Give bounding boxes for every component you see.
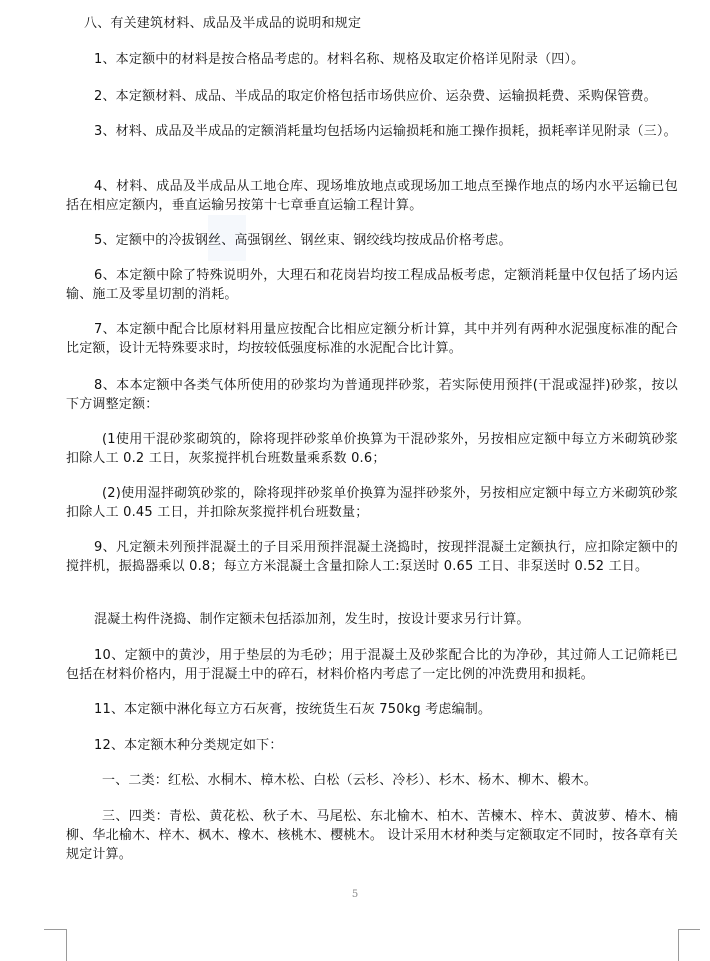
paragraph-9: 9、凡定额未列预拌混凝土的子目采用预拌混凝土浇捣时，按现拌混凝土定额执行，应扣除定额中的搅拌机，振捣器乘以 0.8；每立方米混凝土含量扣除人工:泵送时 0.65 工日、非泵送时 0.52 工日。 — [66, 540, 678, 574]
paragraph-1: 1、本定额中的材料是按合格品考虑的。材料名称、规格及取定价格详见附录（四）。 — [94, 52, 585, 67]
paragraph-8-item-1: (1使用干混砂浆砌筑的，除将现拌砂浆单价换算为干混砂浆外，另按相应定额中每立方米砌筑砂浆扣除人工 0.2 工日，灰浆搅拌机台班数量乘系数 0.6； — [66, 432, 678, 466]
wood-class-1-2: 一、二类：红松、水桐木、樟木松、白松（云杉、冷杉）、杉木、杨木、柳木、椴木。 — [102, 773, 598, 788]
paragraph-9-note: 混凝土构件浇捣、制作定额未包括添加剂，发生时，按设计要求另行计算。 — [94, 612, 530, 627]
paragraph-5: 5、定额中的冷拔钢丝、高强钢丝、钢丝束、钢绞线均按成品价格考虑。 — [94, 233, 512, 248]
crop-mark-bottom-right-vertical — [678, 929, 679, 961]
section-heading: 八、有关建筑材料、成品及半成品的说明和规定 — [84, 16, 362, 31]
paragraph-12: 12、本定额木种分类规定如下： — [94, 738, 283, 753]
paragraph-7: 7、本定额中配合比原材料用量应按配合比相应定额分析计算，其中并列有两种水泥强度标准的配合比定额，设计无特殊要求时，均按较低强度标准的水泥配合比计算。 — [66, 322, 678, 356]
paragraph-11: 11、本定额中淋化每立方石灰膏，按统货生石灰 750kg 考虑编制。 — [94, 702, 492, 717]
wood-class-3-4: 三、四类：青松、黄花松、秋子木、马尾松、东北榆木、柏木、苦楝木、梓木、黄波萝、椿木、楠柳、华北榆木、梓木、枫木、橡木、核桃木、樱桃木。 设计采用木材种类与定额取定不同时，按各章有关规定计算。 — [66, 809, 678, 862]
page-number: 5 — [351, 889, 359, 900]
crop-mark-bottom-right-horizontal — [678, 929, 700, 930]
paragraph-3: 3、材料、成品及半成品的定额消耗量均包括场内运输损耗和施工操作损耗，损耗率详见附录（三）。 — [94, 124, 677, 139]
crop-mark-bottom-left-horizontal — [44, 929, 66, 930]
crop-mark-bottom-left-vertical — [66, 929, 67, 961]
paragraph-8: 8、本本定额中各类气体所使用的砂浆均为普通现拌砂浆，若实际使用预拌(干混或湿拌)砂浆，按以下方调整定额： — [66, 378, 678, 412]
paragraph-4: 4、材料、成品及半成品从工地仓库、现场堆放地点或现场加工地点至操作地点的场内水平运输已包括在相应定额内，垂直运输另按第十七章垂直运输工程计算。 — [66, 179, 678, 213]
paragraph-10: 10、定额中的黄沙，用于垫层的为毛砂；用于混凝土及砂浆配合比的为净砂，其过筛人工记筛耗已包括在材料价格内，用于混凝土中的碎石，材料价格内考虑了一定比例的冲洗费用和损耗。 — [66, 648, 678, 682]
paragraph-6: 6、本定额中除了特殊说明外，大理石和花岗岩均按工程成品板考虑，定额消耗量中仅包括了场内运输、施工及零星切割的消耗。 — [66, 268, 678, 302]
paragraph-8-item-2: (2)使用湿拌砌筑砂浆的，除将现拌砂浆单价换算为湿拌砂浆外，另按相应定额中每立方米砌筑砂浆扣除人工 0.45 工日，并扣除灰浆搅拌机台班数量； — [66, 486, 678, 520]
paragraph-2: 2、本定额材料、成品、半成品的取定价格包括市场供应价、运杂费、运输损耗费、采购保管费。 — [94, 89, 657, 104]
